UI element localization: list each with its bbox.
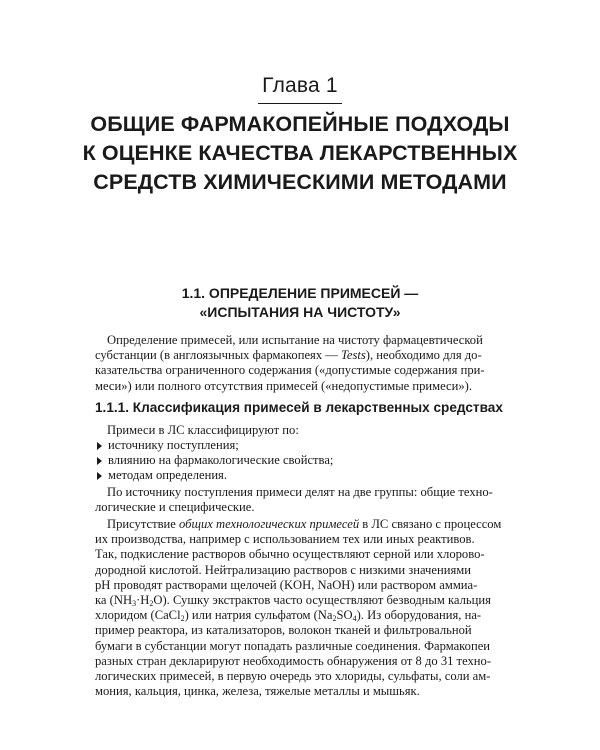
section-title-line: 1.1. ОПРЕДЕЛЕНИЕ ПРИМЕСЕЙ — [181, 285, 419, 301]
text-line: По источнику поступления примеси делят на две группы: общие техно- [107, 485, 493, 499]
chapter-underline [258, 103, 342, 104]
chapter-label: Глава 1 [262, 74, 338, 97]
text-line: меси») или полного отсутствия примесей («недопустимые примеси»). [95, 378, 473, 393]
subsection-title: 1.1.1. Классификация примесей в лекарственных средствах [95, 400, 503, 415]
section-title-line: «ИСПЫТАНИЯ НА ЧИСТОТУ» [199, 304, 401, 320]
text-line: их производства, например с использованием тех или иных реактивов. [95, 532, 475, 547]
section-title [60, 284, 540, 322]
chapter-title-line: К ОЦЕНКЕ КАЧЕСТВА ЛЕКАРСТВЕННЫХ [82, 141, 518, 165]
classification-list [95, 438, 523, 484]
text-line: пример реактора, из катализаторов, волокон тканей и фильтровальной [95, 623, 472, 638]
text-line: Присутствие общих технологических примесей в ЛС связано с процессом [107, 517, 502, 531]
text-line: логических примесей, в первую очередь это хлориды, сульфаты, соли ам- [95, 669, 491, 684]
classify-intro [95, 423, 523, 438]
list-item: источнику поступления; [95, 438, 523, 453]
text-line: Примеси в ЛС классифицируют по: [107, 423, 299, 437]
text-line: Определение примесей, или испытание на чистоту фармацевтической [107, 333, 483, 347]
text-line: мония, кальция, цинка, железа, тяжелые металлы и мышьяк. [95, 684, 420, 699]
chapter-title-line: СРЕДСТВ ХИМИЧЕСКИМИ МЕТОДАМИ [93, 170, 507, 194]
list-item: влиянию на фармакологические свойства; [95, 453, 523, 468]
text-line: хлоридом (CaCl$_2$) или натрия сульфатом $(Na_2SO_4)$. Из оборудования, на- [95, 608, 482, 624]
text-line: разных стран декларируют необходимость обнаружения от 8 до 31 техно- [95, 653, 492, 668]
text-line: казательства ограниченного содержания («допустимые содержания при- [95, 363, 485, 378]
text-line: дородной кислотой. Нейтрализацию растворов с низкими значениями [95, 562, 471, 577]
text-line: ка $(NH_3\cdot H_2O)$. Сушку экстрактов часто осуществляют безводным кальция [95, 593, 491, 609]
bullet-icon [97, 457, 102, 465]
text-line: Так, подкисление растворов обычно осуществляют серной или хлорово- [95, 547, 485, 562]
text-line: pH проводят растворами щелочей (KOH, NaOH) или раствором аммиа- [95, 577, 478, 592]
chapter-title [60, 110, 540, 197]
text-line: субстанции (в англоязычных фармакопеях — Tests), необходимо для до- [95, 348, 482, 363]
bullet-icon [97, 472, 102, 480]
groups-paragraph [95, 485, 523, 515]
bullet-icon [97, 442, 102, 450]
text-line: бумаги в субстанции могут попадать различные соединения. Фармакопеи [95, 638, 491, 653]
text-line: логические и специфические. [95, 500, 255, 515]
main-paragraph [95, 517, 523, 699]
chapter-title-line: ОБЩИЕ ФАРМАКОПЕЙНЫЕ ПОДХОДЫ [90, 112, 510, 136]
list-item: методам определения. [95, 468, 523, 483]
intro-paragraph [95, 333, 523, 394]
